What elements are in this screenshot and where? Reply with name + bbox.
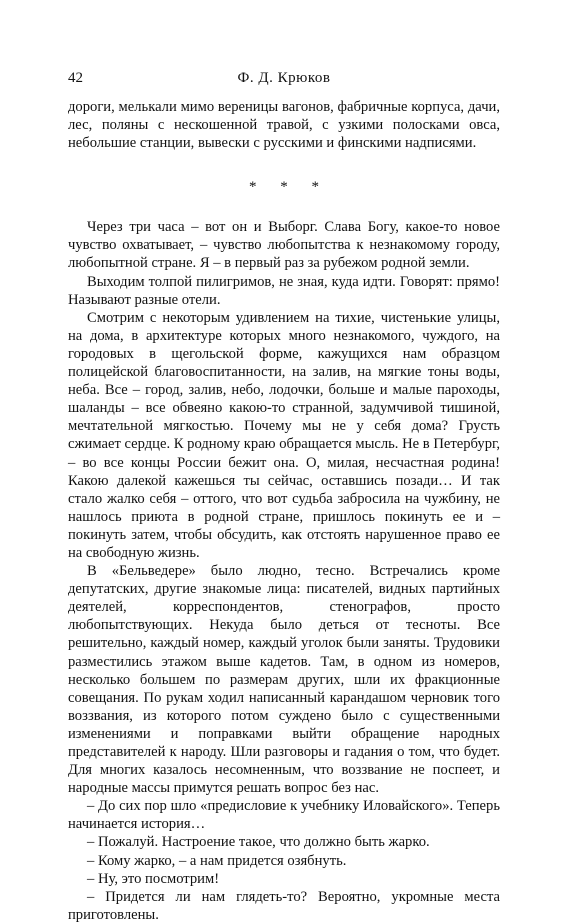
paragraph: Выходим толпой пилигримов, не зная, куда идти. Говорят: прямо! Называют разные отели. [68, 273, 500, 308]
dialogue-line: – Ну, это посмотрим! [87, 870, 220, 887]
paragraph: Через три часа – вот он и Выборг. Слава Богу, какое-то новое чувство охватывает, – чувство любопытства к незнакомому городу, любопытной стране. Я – в первый раз за рубежом родной земли. [68, 219, 500, 272]
paragraph-continuation: дороги, мелькали мимо вереницы вагонов, фабричные корпуса, дачи, лес, поляны с нескошенной травой, с узкими полосками овса, небольшие станции, вывески с русскими и финскими надписями. [68, 99, 500, 152]
section-separator: * * * [249, 179, 329, 196]
paragraph: В «Бельведере» было людно, тесно. Встречались кроме депутатских, другие знакомые лица: писателей, видных партийных деятелей, корреспондентов, стенографов, просто любопытствующих. Некуда было деться от тесноты. Все решительно, каждый номер, каждый уголок были заняты. Трудовики разместились этажом выше кадетов. Там, в одном из номеров, несколько большем по размерам других, шли их фракционные совещания. По рукам ходил написанный карандашом черновик того воззвания, из которого потом суждено было с существенными изменениями и поправками выйти обращение народных представителей к народу. Шли разговоры и гадания о том, что будет. Для многих казалось несомненным, что воззвание не поспеет, и народные массы примутся решать вопрос без нас. [68, 563, 500, 797]
dialogue-line: – До сих пор шло «предисловие к учебнику Иловайского». Теперь начинается история… [68, 798, 500, 833]
page-header [68, 70, 500, 90]
dialogue-line: – Придется ли нам глядеть-то? Вероятно, укромные места приготовлены. [68, 888, 500, 923]
body-text [68, 98, 500, 924]
page-number: 42 [68, 70, 83, 86]
paragraph: Смотрим с некоторым удивлением на тихие, чистенькие улицы, на дома, в архитектуре которых много незнакомого, чуждого, на городовых в щегольской форме, кажущихся нам образцом полицейской благовоспитанности, на залив, на мягкие тоны воды, неба. Все – город, залив, небо, лодочки, больше и малые пароходы, шаланды – все обвеяно какою-то странной, задумчивой тишиной, мечтательной мягкостью. Почему мы не у себя дома? Грусть сжимает сердце. К родному краю обращается мысль. Не в Петербург, – во все концы России бежит она. О, милая, несчастная родина! Какою далекой кажешься ты сейчас, оставшись позади… И так стало жалко себя – оттого, что вот судьба забросила на чужбину, не нашлось приюта в родной стране, пришлось покинуть ее и – покинуть затем, чтобы обсудить, как отстоять нарушенное право ее на свободную жизнь. [68, 309, 500, 561]
dialogue-line: – Кому жарко, – а нам придется озябнуть. [87, 852, 347, 869]
dialogue-line: – Пожалуй. Настроение такое, что должно быть жарко. [87, 834, 430, 851]
running-title: Ф. Д. Крюков [237, 70, 331, 86]
